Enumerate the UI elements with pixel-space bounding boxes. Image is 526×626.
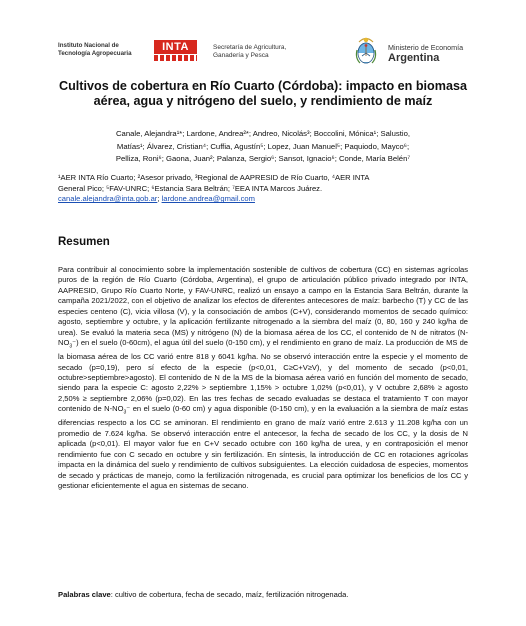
keywords-text: : cultivo de cobertura, fecha de secado, maíz, fertilización nitrogenada.	[110, 590, 349, 599]
sag-name	[213, 44, 286, 60]
ministry-line1: Ministerio de Economía	[388, 43, 464, 52]
inta-name-line1: Instituto Nacional de	[58, 42, 119, 49]
author-list	[58, 128, 468, 166]
ministry-country: Argentina	[388, 52, 440, 64]
inta-logo-text: INTA	[162, 41, 189, 53]
authors-line3: Pelliza, Roni⁶; Gaona, Juan²; Palanza, Sergio⁶; Sansot, Ignacio⁶; Conde, María Belén⁷	[115, 154, 411, 163]
section-heading-resumen: Resumen	[58, 236, 110, 248]
sag-name-line1: Secretaría de Agricultura,	[213, 44, 287, 51]
abstract-part3: ⁻ en el suelo (0-60 cm) y agua disponible (0-150 cm), y en la evaluación a la siembra de maíz estas diferencias respecto a los CC se aminoran. El rendimiento en grano de maíz varió entre 2.613 y 11.208 kg/ha con un promedio de 7.624 kg/ha. Se observó interacción entre el antecesor, la fecha de secado de los CC, y la dosis de N aplicada (p<0,01). El mayor valor fue en C+V secado octubre con 160 kg/ha de urea, y en contraposición el menor rendimiento fue con C secado en octubre y sin fertilización. En síntesis, la introducción de CC en rotaciones agrícolas impacta en la dinámica del suelo y rendimiento de cultivos subsiguientes. La elección cuidadosa de especies, momentos de secado y prácticas de manejo, como la fertilización nitrogenada, es crucial para optimizar los beneficios de los CC y gestionar eficientemente el agua en sistemas de secano.	[58, 404, 468, 491]
abstract-text	[58, 265, 468, 492]
email-separator: ;	[157, 194, 162, 204]
paper-title	[40, 79, 486, 109]
affiliations-line2: General Pico; ⁵FAV-UNRC; ⁶Estancia Sara Beltrán; ⁷EEA INTA Marcos Juárez.	[58, 183, 323, 193]
authors-line1: Canale, Alejandra¹*; Lardone, Andrea²*; Andreo, Nicolás³; Boccolini, Mónica¹; Salustio,	[116, 129, 410, 138]
abstract-part2: ⁻) en el suelo (0-60cm), el agua útil del suelo (0-150 cm), y el rendimiento en grano de maíz. La producción de MS de la biomasa aérea de los CC varió entre 818 y 6041 kg/ha. No se observó interacción entre la especie y el momento de secado (p=0,19), pero sí efecto de la especie (p<0,01, C≥C+V≥V), y del momento de secado (p<0,01, octubre>septiembre>agosto). El contenido de N de la MS de la biomasa aérea varió en función del momento de secado, siendo para la especie C: agosto 2,22% > septiembre 1,15% > octubre 1,02% (p<0,01), y V octubre 2,68% ≥ agosto 2,50% ≥ septiembre 2,06% (p=0,02). En las tres fechas de secado evaluadas se destaca el tratamiento T con mayor contenido de N-NO	[58, 338, 468, 414]
email-link-lardone[interactable]: lardone.andrea@gmail.com	[161, 194, 255, 204]
title-line1: Cultivos de cobertura en Río Cuarto (Córdoba): impacto en biomasa	[59, 79, 467, 93]
title-line2: aérea, agua y nitrógeno del suelo, y rendimiento de maíz	[93, 94, 433, 108]
affiliations-line1: ¹AER INTA Río Cuarto; ²Asesor privado, ³Regional de AAPRESID de Río Cuarto, ⁴AER INTA	[58, 173, 370, 182]
abstract-subscript2: 3	[123, 409, 127, 416]
authors-line2: Matías¹; Álvarez, Cristian⁴; Cuffia, Agustín⁵; Lopez, Juan Manuel⁵; Paquiodo, Mayco⁶;	[116, 141, 410, 151]
contact-emails	[58, 194, 468, 205]
coat-of-arms-icon	[353, 34, 379, 68]
inta-logo	[154, 40, 197, 62]
keywords	[58, 590, 468, 600]
sag-name-line2: Ganadería y Pesca	[213, 52, 269, 59]
email-link-canale[interactable]: canale.alejandra@inta.gob.ar	[58, 194, 158, 204]
keywords-label: Palabras clave	[58, 590, 111, 599]
affiliations	[58, 173, 468, 205]
abstract-part1: Para contribuir al conocimiento sobre la implementación sostenible de cultivos de cobertura (CC) en sistemas agrícolas puros de la región de Río Cuarto (Córdoba, Argentina), el grupo de articulación público privado integrado por INTA, AAPRESID, Grupo Río Cuarto Norte, y FAV-UNRC, realizó un ensayo a campo en la Estancia Sara Beltrán, durante la campaña 2021/2022, con el objetivo de analizar los efectos de diferentes antecesores de maíz: barbecho (T) y CC de las especies centeno (C), vicia villosa (V), y la consociación de ambos (C+V), considerando momentos de secado químico: agosto, septiembre y octubre, y la aplicación fertilizante nitrogenado a la siembra del maíz (0, 80, 160 y 240 kg/ha de urea). Se evaluó la materia seca (MS) y nitrógeno (N) de la biomasa aérea de los CC, el contenido de N de nitratos (N-NO	[58, 265, 468, 348]
ministry-name	[388, 43, 463, 64]
abstract-subscript1: 3	[69, 343, 73, 350]
inta-institution-name	[58, 42, 132, 57]
inta-name-line2: Tecnología Agropecuaria	[58, 49, 132, 57]
